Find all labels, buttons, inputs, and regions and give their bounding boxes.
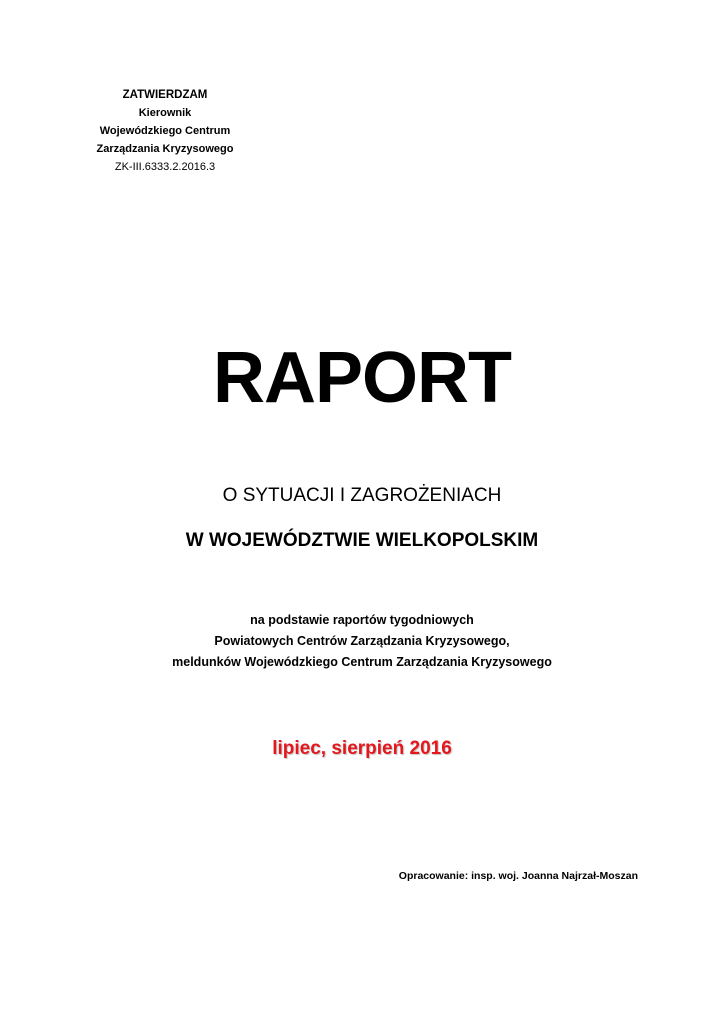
basis-line: na podstawie raportów tygodniowych <box>250 613 474 627</box>
approval-block <box>60 86 270 176</box>
approval-line-organization-cont: Zarządzania Kryzysowego <box>96 143 234 155</box>
approval-heading: ZATWIERDZAM <box>122 89 208 101</box>
document-region: W WOJEWÓDZTWIE WIELKOPOLSKIM <box>185 530 539 551</box>
document-title: RAPORT <box>213 338 511 418</box>
approval-reference-number: ZK-III.6333.2.2016.3 <box>114 161 216 173</box>
basis-line: meldunków Wojewódzkiego Centrum Zarządzania Kryzysowego <box>172 655 552 669</box>
report-period: lipiec, sierpień 2016 <box>272 738 452 759</box>
approval-line-organization: Wojewódzkiego Centrum <box>99 125 231 137</box>
basis-line: Powiatowych Centrów Zarządzania Kryzysowego, <box>214 634 510 648</box>
document-subtitle: O SYTUACJI I ZAGROŻENIACH <box>222 485 502 506</box>
approval-line-position: Kierownik <box>138 107 192 119</box>
document-basis <box>0 610 724 673</box>
document-author: Opracowanie: insp. woj. Joanna Najrzał-Moszan <box>398 870 638 882</box>
